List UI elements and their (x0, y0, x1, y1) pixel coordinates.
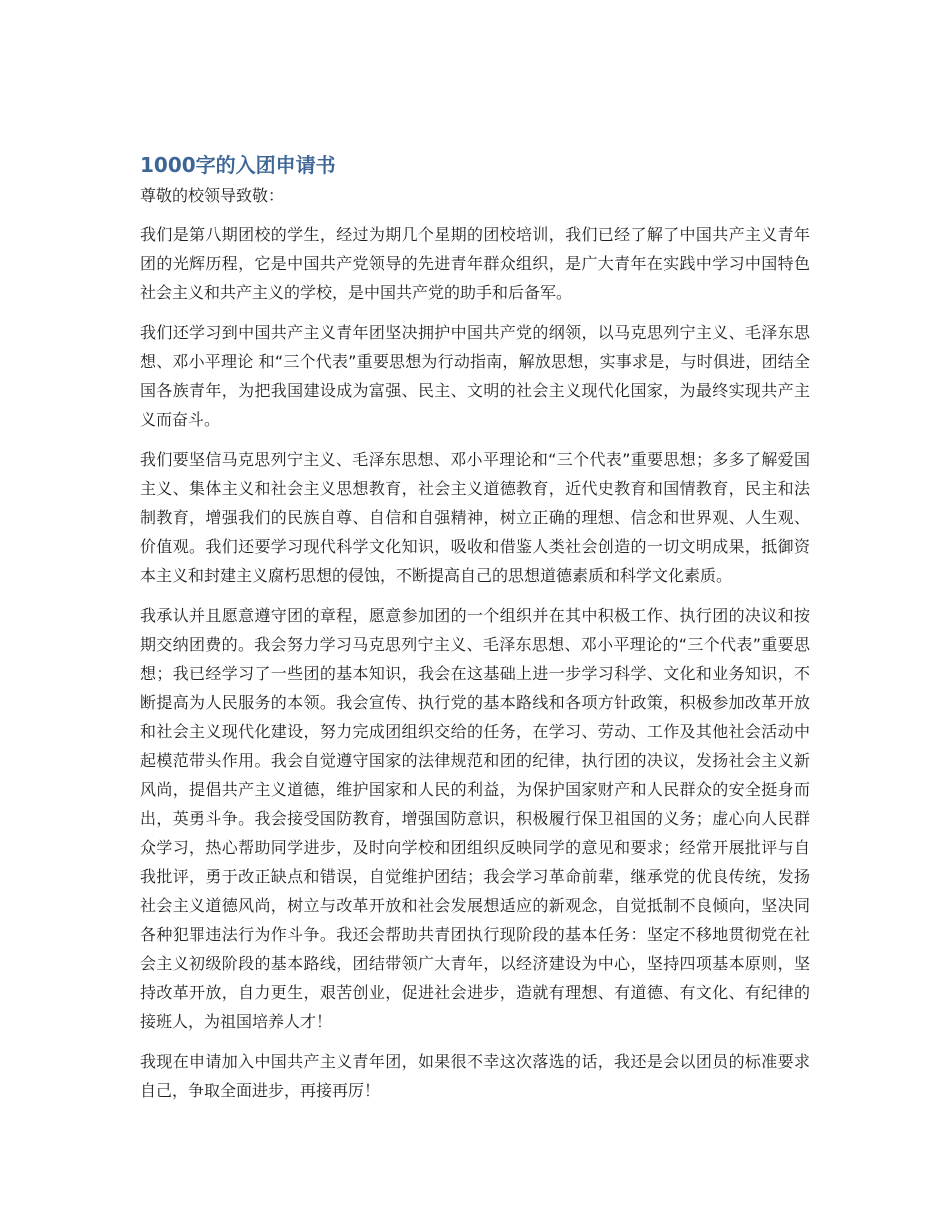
document-page (140, 150, 810, 1116)
paragraph-2: 我们还学习到中国共产主义青年团坚决拥护中国共产党的纲领，以马克思列宁主义、毛泽东思想、邓小平理论 和“三个代表”重要思想为行动指南，解放思想，实事求是，与时俱进，团结全国各族青年，为把我国建设成为富强、民主、文明的社会主义现代化国家，为最终实现共产主义而奋斗。 (140, 323, 810, 429)
paragraph-4: 我承认并且愿意遵守团的章程，愿意参加团的一个组织并在其中积极工作、执行团的决议和按期交纳团费的。我会努力学习马克思列宁主义、毛泽东思想、邓小平理论的“三个代表”重要思想；我已经学习了一些团的基本知识，我会在这基础上进一步学习科学、文化和业务知识，不断提高为人民服务的本领。我会宣传、执行党的基本路线和各项方针政策，积极参加改革开放和社会主义现代化建设，努力完成团组织交给的任务，在学习、劳动、工作及其他社会活动中起模范带头作用。我会自觉遵守国家的法律规范和团的纪律，执行团的决议，发扬社会主义新风尚，提倡共产主义道德，维护国家和人民的利益，为保护国家财产和人民群众的安全挺身而出，英勇斗争。我会接受国防教育，增强国防意识，积极履行保卫祖国的义务；虚心向人民群众学习，热心帮助同学进步，及时向学校和团组织反映同学的意见和要求；经常开展批评与自我批评，勇于改正缺点和错误，自觉维护团结；我会学习革命前辈，继承党的优良传统，发扬社会主义道德风尚，树立与改革开放和社会发展想适应的新观念，自觉抵制不良倾向，坚决同各种犯罪违法行为作斗争。我还会帮助共青团执行现阶段的基本任务：坚定不移地贯彻党在社会主义初级阶段的基本路线，团结带领广大青年，以经济建设为中心，坚持四项基本原则，坚持改革开放，自力更生，艰苦创业，促进社会进步，造就有理想、有道德、有文化、有纪律的接班人，为祖国培养人才！ (140, 606, 810, 1031)
paragraph-5: 我现在申请加入中国共产主义青年团，如果很不幸这次落选的话，我还是会以团员的标准要求自己，争取全面进步，再接再厉！ (140, 1052, 810, 1100)
salutation: 尊敬的校领导致敬： (140, 186, 285, 205)
paragraph-1: 我们是第八期团校的学生，经过为期几个星期的团校培训，我们已经了解了中国共产主义青年团的光辉历程，它是中国共产党领导的先进青年群众组织，是广大青年在实践中学习中国特色社会主义和共产主义的学校，是中国共产党的助手和后备军。 (140, 225, 810, 302)
paragraph-3: 我们要坚信马克思列宁主义、毛泽东思想、邓小平理论和“三个代表”重要思想；多多了解爱国主义、集体主义和社会主义思想教育，社会主义道德教育，近代史教育和国情教育，民主和法制教育，增强我们的民族自尊、自信和自强精神，树立正确的理想、信念和世界观、人生观、价值观。我们还要学习现代科学文化知识，吸收和借鉴人类社会创造的一切文明成果，抵御资本主义和封建主义腐朽思想的侵蚀，不断提高自己的思想道德素质和科学文化素质。 (140, 450, 810, 585)
document-title: 1000字的入团申请书 (140, 153, 336, 177)
